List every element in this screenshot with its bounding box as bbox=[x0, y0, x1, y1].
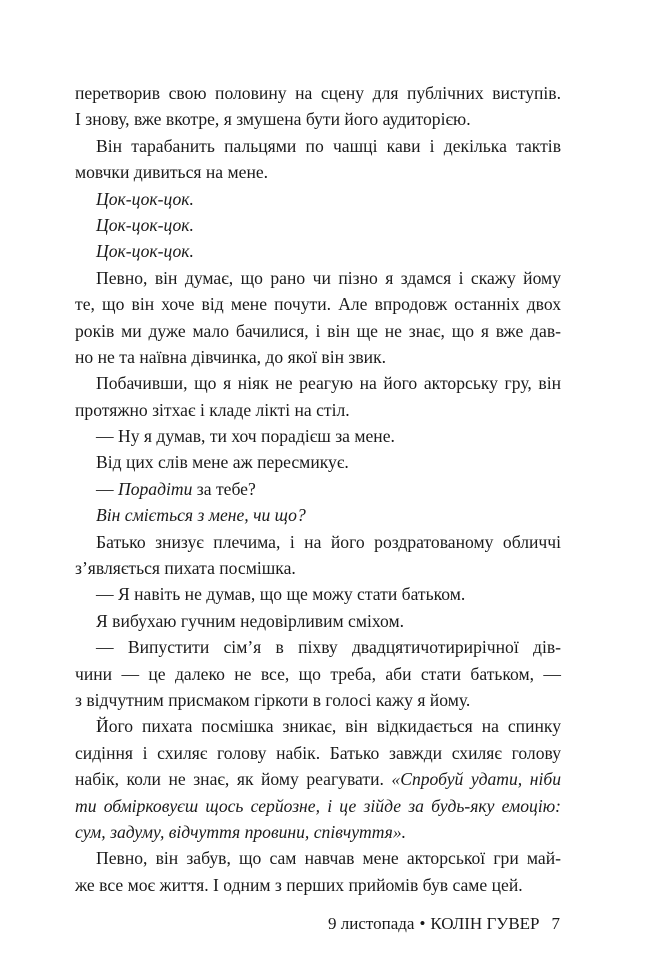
italic-text: Цок-цок-цок. bbox=[96, 241, 194, 262]
text-line: те, що він хоче від мене почути. Але впродовж останніх двох bbox=[75, 294, 561, 315]
text-fragment: за тебе? bbox=[192, 478, 256, 499]
text-line: з відчутним присмаком гіркоти в голосі кажу я йому. bbox=[75, 689, 471, 710]
text-line: І знову, вже вкотре, я змушена бути його аудиторією. bbox=[75, 109, 471, 130]
text-line: же все моє життя. І одним з перших прийомів був саме цей. bbox=[75, 874, 523, 895]
italic-text: ти обмірковуєш щось серйозне, і це зійде за будь-яку емоцію: bbox=[75, 795, 561, 816]
footer-date: 9 листопада bbox=[328, 914, 415, 933]
text-line: но не та наївна дівчинка, до якої він звик. bbox=[75, 346, 387, 367]
text-line: протяжно зітхає і кладе лікті на стіл. bbox=[75, 399, 350, 420]
text-line: Певно, він забув, що сам навчав мене акторської гри май- bbox=[96, 848, 561, 869]
text-line: сидіння і схиляє голову набік. Батько завжди схиляє голову bbox=[75, 742, 561, 763]
text-line-mixed bbox=[75, 476, 561, 502]
text-line: Побачивши, що я ніяк не реагую на його акторську гру, він bbox=[96, 373, 561, 394]
text-line: Його пихата посмішка зникає, він відкидається на спинку bbox=[96, 716, 561, 737]
text-line: чини — це далеко не все, що треба, аби стати батьком, — bbox=[75, 663, 561, 684]
text-line-mixed bbox=[75, 766, 561, 792]
text-line-italic bbox=[75, 186, 561, 212]
text-line: перетворив свою половину на сцену для публічних виступів. bbox=[75, 83, 561, 103]
italic-text: сум, задуму, відчуття провини, співчуття». bbox=[75, 821, 407, 842]
page-number: 7 bbox=[551, 914, 560, 933]
text-line: Від цих слів мене аж пересмикує. bbox=[96, 452, 349, 473]
italic-text: Він сміється з мене, чи що? bbox=[96, 505, 306, 526]
text-line-italic bbox=[75, 238, 561, 264]
text-fragment: — bbox=[96, 478, 118, 499]
text-line: Батько знизує плечима, і на його роздратованому обличчі bbox=[96, 531, 561, 552]
text-line-italic bbox=[75, 819, 561, 845]
text-line: — Ну я думав, ти хоч порадієш за мене. bbox=[96, 426, 395, 447]
italic-text: Цок-цок-цок. bbox=[96, 188, 194, 209]
italic-text: Порадіти bbox=[118, 478, 193, 499]
text-line: мовчки дивиться на мене. bbox=[75, 162, 269, 183]
footer-bullet: • bbox=[419, 914, 426, 933]
text-line: — Я навіть не думав, що ще можу стати батьком. bbox=[96, 584, 466, 605]
page-body bbox=[75, 80, 561, 898]
text-line: з’являється пихата посмішка. bbox=[75, 558, 296, 579]
text-line: Він тарабанить пальцями по чашці кави і декілька тактів bbox=[96, 135, 561, 156]
text-fragment: набік, коли не знає, як йому реагувати. bbox=[75, 769, 392, 790]
text-line-italic bbox=[75, 793, 561, 819]
text-line-italic bbox=[75, 212, 561, 238]
italic-text: «Спробуй удати, ніби bbox=[391, 769, 561, 790]
text-line-italic bbox=[75, 502, 561, 528]
text-line: років ми дуже мало бачилися, і він ще не знає, що я вже дав- bbox=[75, 320, 561, 341]
italic-text: Цок-цок-цок. bbox=[96, 214, 194, 235]
text-line: Я вибухаю гучним недовірливим сміхом. bbox=[96, 610, 404, 631]
text-line: Певно, він думає, що рано чи пізно я здамся і скажу йому bbox=[96, 267, 561, 288]
text-line: — Випустити сім’я в піхву двадцятичотирирічної дів- bbox=[96, 637, 561, 658]
footer-author: КОЛІН ГУВЕР bbox=[430, 914, 540, 933]
running-footer bbox=[328, 913, 560, 935]
